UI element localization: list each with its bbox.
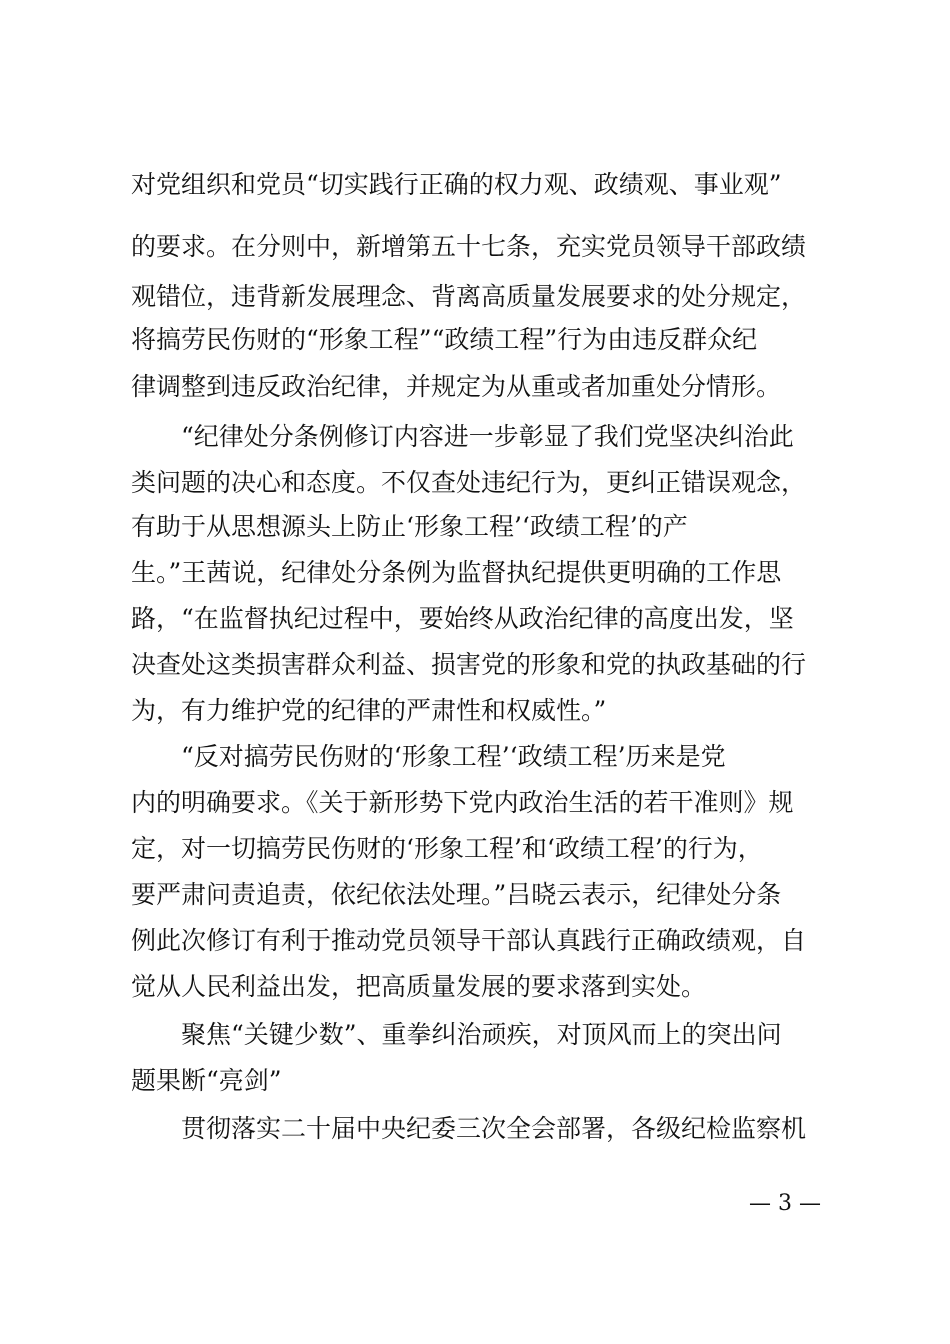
text-line: 有助于从思想源头上防止‘形象工程’‘政绩工程’的产 <box>131 512 688 541</box>
text-line: 例此次修订有利于推动党员领导干部认真践行正确政绩观，自 <box>131 926 807 955</box>
text-line: “纪律处分条例修订内容进一步彰显了我们党坚决纠治此 <box>181 422 794 451</box>
text-line: 决查处这类损害群众利益、损害党的形象和党的执政基础的行 <box>131 650 807 679</box>
text-line: 贯彻落实二十届中央纪委三次全会部署，各级纪检监察机 <box>181 1114 807 1143</box>
text-line: 观错位，违背新发展理念、背离高质量发展要求的处分规定， <box>131 282 807 311</box>
text-line: “反对搞劳民伤财的‘形象工程’‘政绩工程’历来是党 <box>181 742 726 771</box>
text-line: 律调整到违反政治纪律，并规定为从重或者加重处分情形。 <box>131 372 782 401</box>
section-heading-line: 聚焦“关键少数”、重拳纠治顽疾，对顶风而上的突出问 <box>181 1020 782 1049</box>
text-line: 内的明确要求。《关于新形势下党内政治生活的若干准则》规 <box>131 788 794 817</box>
text-line: 觉从人民利益出发，把高质量发展的要求落到实处。 <box>131 972 707 1001</box>
text-line: 生。”王茜说，纪律处分条例为监督执纪提供更明确的工作思 <box>131 558 782 587</box>
text-line: 类问题的决心和态度。不仅查处违纪行为，更纠正错误观念， <box>131 468 807 497</box>
page-number: — 3 — <box>749 1191 821 1216</box>
text-line: 定，对一切搞劳民伤财的‘形象工程’和‘政绩工程’的行为， <box>131 834 763 863</box>
text-line: 对党组织和党员“切实践行正确的权力观、政绩观、事业观” <box>131 170 782 199</box>
section-heading-line: 题果断“亮剑” <box>131 1066 282 1095</box>
text-line: 要严肃问责追责，依纪依法处理。”吕晓云表示，纪律处分条 <box>131 880 782 909</box>
text-line: 将搞劳民伤财的“形象工程”“政绩工程”行为由违反群众纪 <box>131 325 758 354</box>
text-line: 路，“在监督执纪过程中，要始终从政治纪律的高度出发，坚 <box>131 604 794 633</box>
text-line: 的要求。在分则中，新增第五十七条，充实党员领导干部政绩 <box>131 232 807 261</box>
text-line: 为，有力维护党的纪律的严肃性和权威性。” <box>131 696 607 725</box>
